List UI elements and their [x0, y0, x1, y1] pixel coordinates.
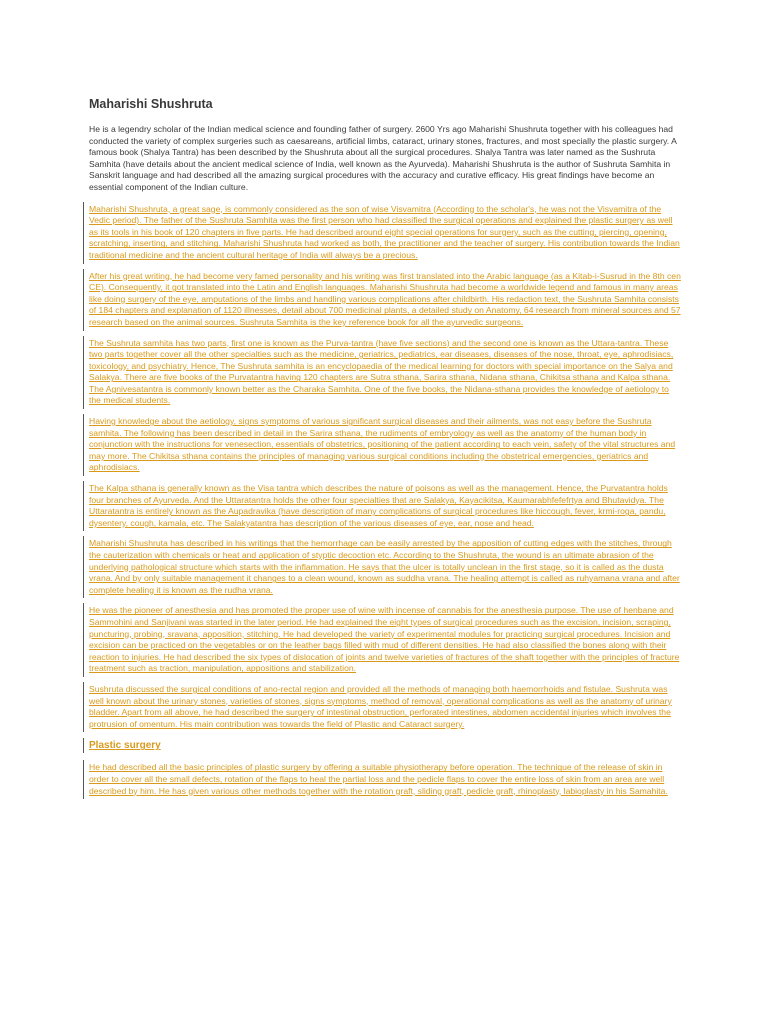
- tracked-paragraph-9: He had described all the basic principles of plastic surgery by offering a suitable physiotherapy before operation. The technique of the release of skin in order to cover all the small defects, rotation of the flaps to heal the partial loss and the pedicle flaps to cover the entire loss of skin from an area are well described by him. He has given various other methods together with the rotation graft, sliding graft, pedicle graft, rhinoplasty, labioplasty in his Samahita.: [89, 762, 681, 797]
- tracked-paragraph-4: Having knowledge about the aetiology, signs symptoms of various significant surgical diseases and their ailments, was not easy before the Sushruta samhita. The following has been described in detail in the Sarira sthana, the rudiments of embryology as well as the anatomy of the human body in conjunction with the instructions for venesection, essentials of obstetrics, positioning of the patient according to each vein, safety of the vital structures and may more. The Chikitsa sthana contains the principles of managing various surgical conditions including the obstetrical emergencies, geriatrics and aphrodisiacs.: [89, 416, 681, 474]
- intro-paragraph: He is a legendry scholar of the Indian medical science and founding father of surgery. 2600 Yrs ago Maharishi Shushruta together with his colleagues had conducted the variety of complex surgeries such as caesareans, artificial limbs, cataract, urinary stones, fractures, and most specially the plastic surgery. A famous book (Shalya Tantra) has been described by the Shushruta about all the surgical procedures. Shalya Tantra was later named as the Sushruta Samhita (have details about the ancient medical science of India, well known as the Ayurveda). Maharishi Shushruta is the author of Sushruta Samhita in Sanskrit language and had described all the amazing surgical procedures with the accuracy and curative efficacy. His great findings have become an essential component of the Indian culture.: [89, 124, 677, 192]
- section-heading-plastic-surgery: Plastic surgery: [89, 739, 681, 752]
- tracked-paragraph-2: After his great writing, he had become very famed personality and his writing was first translated into the Arabic language (as a Kitab-i-Susrud in the 8th cen CE). Consequently, it got translated into the Latin and English languages. Maharishi Shushruta had become a worldwide legend and famous in many areas like doing surgery of the eye, amputations of the limbs and handling various complications after childbirth. His redaction text, the Sushruta Samhita consists of 184 chapters and explanation of 1120 illnesses, detail about 700 medicinal plants, a detailed study on Anatomy, 64 research from mineral sources and 57 research based on the animal sources. Sushruta Samhita is the key reference book for all the ayurvedic surgeons.: [89, 270, 681, 327]
- tracked-paragraph-3: The Sushruta samhita has two parts, first one is known as the Purva-tantra (have five sections) and the second one is known as the Uttara-tantra. These two parts together cover all the other specialties such as the medicine, geriatrics, pediatrics, ear diseases, diseases of the nose, throat, eye, aphrodisiacs, toxicology, and psychiatry. Hence, The Sushruta samhita is an encyclopaedia of the medical learning for doctors with special importance on the Salya and Salakya. There are five books of the Purvatantra having 120 chapters are Sutra sthana, Sarira sthana, Nidana sthana, Chikitsa sthana and Kalpa sthana. The Agnivesatantra is commonly known better as the Charaka Samhita. One of the five books, the Nidana-sthana provides the knowledge of aetiology to the medical students.: [89, 338, 681, 408]
- page-title: Maharishi Shushruta: [89, 97, 213, 111]
- tracked-paragraph-1: Maharishi Shushruta, a great sage, is commonly considered as the son of wise Visvamitra (According to the scholar's, he was not the Visvamitra of the Vedic period). The father of the Sushruta Samhita was the first person who had classified the surgical operations and explained the plastic surgery as well as its tools in his book of 120 chapters in five parts. He had described around eight special operations for surgery, such as the cutting, piercing, opening, scratching, inserting, and stitching. Maharishi Shushruta had worked as both, the practitioner and the teacher of surgery. His contribution towards the Indian traditional medicine and the ancient cultural heritage of India will always be a precious.: [89, 203, 680, 260]
- tracked-paragraph-5: The Kalpa sthana is generally known as the Visa tantra which describes the nature of poisons as well as the management. Hence, the Purvatantra holds four branches of Ayurveda. And the Uttaratantra holds the other four specialties that are Salakya, Kayacikitsa, Kaumarabhfefefrtya and Bhutavidya. The Uttaratantra is entirely known as the Aupadravika (have description of many complications of surgical procedures like hiccough, fever, krmi-roga, pandu, dysentery, cough, kamala, etc. The Salakyatantra has description of the various diseases of eye, ear, nose and head.: [89, 483, 681, 529]
- tracked-paragraph-8: Sushruta discussed the surgical conditions of ano-rectal region and provided all the methods of managing both haemorrhoids and fistulae. Sushruta was well known about the urinary stones, varieties of stones, signs symptoms, method of removal, operational complications as well as the anatomy of urinary bladder. Apart from all above, he had described the surgery of intestinal obstruction, perforated intestines, abdomen accidental injuries which involves the protrusion of omentum. His main contribution was towards the field of Plastic and Cataract surgery.: [89, 684, 681, 730]
- tracked-paragraph-7: He was the pioneer of anesthesia and has promoted the proper use of wine with incense of cannabis for the anesthesia purpose. The use of henbane and Sammohini and Sanjivani was started in the later period. He had explained the eight types of surgical procedures such as the excision, incision, scraping, puncturing, probing, sravana, apposition, stitching. He had developed the variety of experimental modules for practicing surgical procedures. Incision and excision can be practiced on the vegetables or on the leather bags filled with mud of different densities. He had also classified the bones along with their reaction to injuries. He had described the six types of dislocation of joints and twelve varieties of fractures of the shaft together with the principles of fracture treatment such as traction, manipulation, appositions and stabilization.: [89, 605, 680, 674]
- document-page: [89, 96, 681, 806]
- tracked-paragraph-6: Maharishi Shushruta has described in his writings that the hemorrhage can be easily arrested by the apposition of cutting edges with the stitches, through the cauterization with chemicals or heat and application of styptic decoction etc. According to the Shushruta, the wound is an ultimate abrasion of the underlying pathological structure which starts with the inflammation. He says that the ulcer is totally unclean in the first stage, so it is called as the dusta vrana. And by only suitable management it changes to a clean wound, known as suddha vrana. The healing attempt is called as ruhyamana vrana and after complete healing it is known as the rudha vrana.: [89, 538, 680, 595]
